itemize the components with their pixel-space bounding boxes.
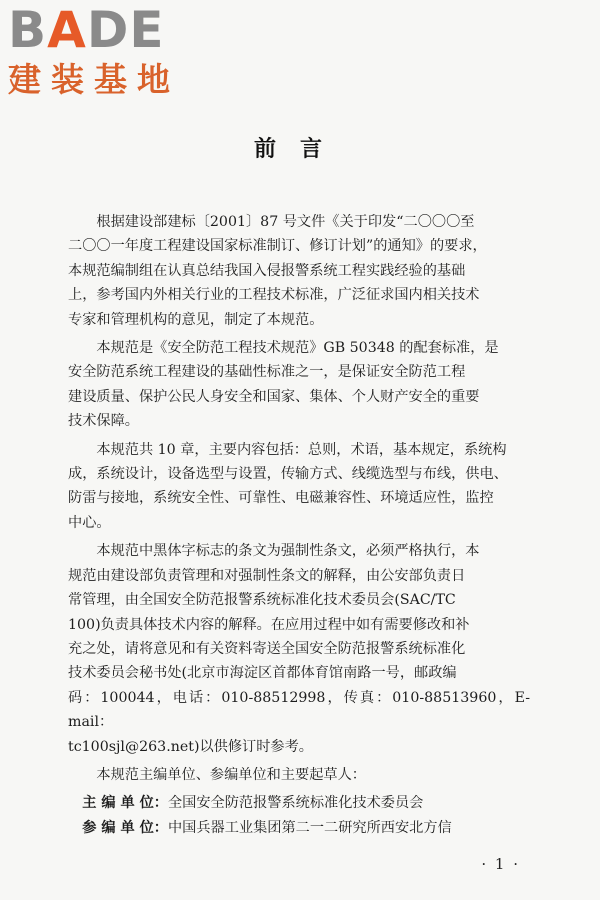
text-line: 码：100044，电话：010-88512998，传真：010-88513960，E-mail： [68,689,530,731]
text-line: 本规范中黑体字标志的条文为强制性条文，必须严格执行，本 [96,543,480,560]
page-number: · 1 · [481,855,520,873]
text-line: 建设质量、保护公民人身安全和国家、集体、个人财产安全的重要 [68,388,480,405]
text-line: 常管理，由全国安全防范报警系统标准化技术委员会(SAC/TC [68,592,456,609]
paragraph-4 [68,539,530,759]
text-line: 二〇〇一年度工程建设国家标准制订、修订计划”的通知》的要求， [68,238,487,255]
logo-letter-a: A [47,1,87,59]
paragraph-3 [68,438,530,536]
page-title: 前言 [253,137,346,162]
text-line: tc100sjl@263.net)以供修订时参考。 [68,738,313,755]
logo-letter-b: B [8,1,48,59]
brand-logo [8,2,198,102]
credit-role: 参 编 单 位： [82,819,168,836]
paragraph-1 [68,210,530,332]
text-line: 规范由建设部负责管理和对强制性条文的解释，由公安部负责日 [68,567,466,584]
text-line: 专家和管理机构的意见，制定了本规范。 [68,311,324,328]
text-line: 100)负责具体技术内容的解释。在应用过程中如有需要修改和补 [68,616,470,633]
preface-body [68,210,530,840]
text-line: 防雷与接地，系统安全性、可靠性、电磁兼容性、环境适应性，监控 [68,490,494,507]
paragraph-2 [68,336,530,434]
text-line: 安全防范系统工程建设的基础性标准之一，是保证安全防范工程 [68,364,466,381]
credit-chief-editor [68,791,530,815]
text-line: 技术委员会秘书处(北京市海淀区首都体育馆南路一号，邮政编 [68,665,457,682]
logo-subtitle: 建装基地 [8,60,180,99]
paragraph-5 [68,763,530,787]
text-line: 根据建设部建标〔2001〕87 号文件《关于印发“二〇〇〇至 [96,214,475,230]
credit-participants [68,816,530,840]
text-line: 本规范是《安全防范工程技术规范》GB 50348 的配套标准，是 [96,340,499,357]
logo-wordmark [8,2,198,58]
text-line: 上，参考国内外相关行业的工程技术标准，广泛征求国内相关技术 [68,287,480,304]
text-line: 本规范共 10 章，主要内容包括：总则，术语，基本规定，系统构 [96,441,507,458]
credit-value: 全国安全防范报警系统标准化技术委员会 [167,795,424,812]
text-line: 技术保障。 [68,413,139,430]
text-line: 中心。 [68,514,111,531]
logo-letters-de: DE [86,1,165,59]
text-line: 本规范主编单位、参编单位和主要起草人： [96,766,366,783]
text-line: 本规范编制组在认真总结我国入侵报警系统工程实践经验的基础 [68,262,466,279]
credit-role: 主 编 单 位： [82,795,168,812]
text-line: 充之处，请将意见和有关资料寄送全国安全防范报警系统标准化 [68,640,466,657]
text-line: 成，系统设计，设备选型与设置，传输方式、线缆选型与布线，供电、 [68,466,508,483]
credit-value: 中国兵器工业集团第二一二研究所西安北方信 [167,819,452,836]
